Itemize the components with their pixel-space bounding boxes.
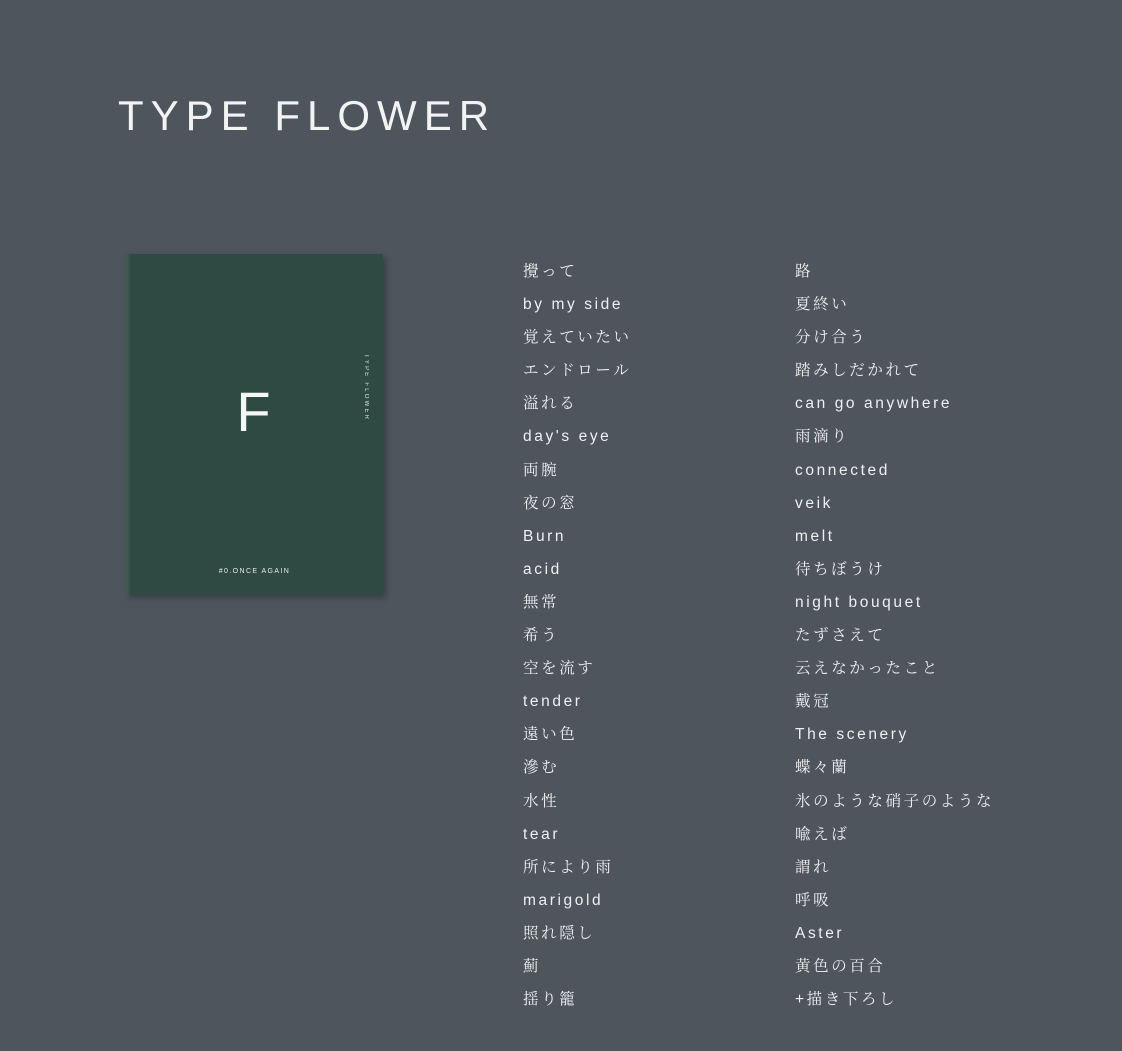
album-artwork	[126, 254, 383, 595]
tracklist	[523, 255, 1095, 1016]
list-item: connected	[795, 461, 890, 479]
list-item: 薊	[523, 957, 542, 975]
list-item: 雨滴り	[795, 428, 850, 446]
list-item: can go anywhere	[795, 395, 953, 413]
album-footer-label: #0.ONCE AGAIN	[218, 568, 291, 575]
list-item: 覚えていたい	[523, 329, 632, 347]
list-item: 揺り籠	[523, 991, 578, 1009]
list-item: veik	[795, 494, 833, 512]
list-item: night bouquet	[795, 593, 923, 611]
list-item: 照れ隠し	[523, 924, 596, 942]
list-item: 両腕	[523, 461, 560, 479]
list-item: 水性	[523, 792, 560, 810]
list-item: 分け合う	[795, 329, 868, 347]
list-item: 希う	[523, 627, 560, 645]
list-item: 滲む	[523, 759, 560, 777]
list-item: 夏終い	[795, 296, 850, 314]
list-item: The scenery	[795, 726, 909, 744]
list-item: 路	[795, 263, 814, 280]
list-item: tear	[523, 825, 561, 843]
list-item: acid	[523, 560, 562, 578]
list-item: 云えなかったこと	[795, 660, 940, 678]
list-item: 黄色の百合	[795, 957, 886, 975]
album-side-label: TYPE FLOWER	[363, 354, 369, 422]
list-item: 空を流す	[523, 660, 596, 678]
list-item: day's eye	[523, 428, 612, 446]
list-item: 戴冠	[795, 693, 832, 711]
list-item: エンドロール	[523, 362, 632, 380]
page-title: TYPE FLOWER	[118, 92, 497, 139]
tracklist-column-1	[523, 255, 795, 1016]
list-item: 所により雨	[523, 858, 614, 876]
list-item: 無常	[523, 593, 560, 611]
album-letter: F	[236, 380, 273, 443]
list-item: 遠い色	[523, 726, 578, 744]
list-item: 夜の窓	[523, 494, 578, 512]
list-item: +描き下ろし	[795, 991, 898, 1009]
list-item: tender	[523, 693, 583, 711]
list-item: Burn	[523, 527, 567, 545]
list-item: 蝶々蘭	[795, 759, 850, 777]
list-item: 謂れ	[795, 858, 832, 876]
list-item: 喩えば	[795, 825, 850, 843]
list-item: 待ちぼうけ	[795, 560, 886, 578]
list-item: 溢れる	[523, 395, 578, 413]
list-item: marigold	[523, 891, 604, 909]
list-item: 攪って	[523, 263, 578, 280]
tracklist-column-2	[795, 255, 1095, 1016]
list-item: 氷のような硝子のような	[795, 792, 995, 810]
list-item: melt	[795, 527, 835, 545]
list-item: by my side	[523, 296, 624, 314]
list-item: Aster	[795, 924, 845, 942]
list-item: 呼吸	[795, 891, 832, 909]
list-item: 踏みしだかれて	[795, 362, 922, 380]
list-item: たずさえて	[795, 627, 886, 645]
album-cover	[126, 254, 383, 595]
